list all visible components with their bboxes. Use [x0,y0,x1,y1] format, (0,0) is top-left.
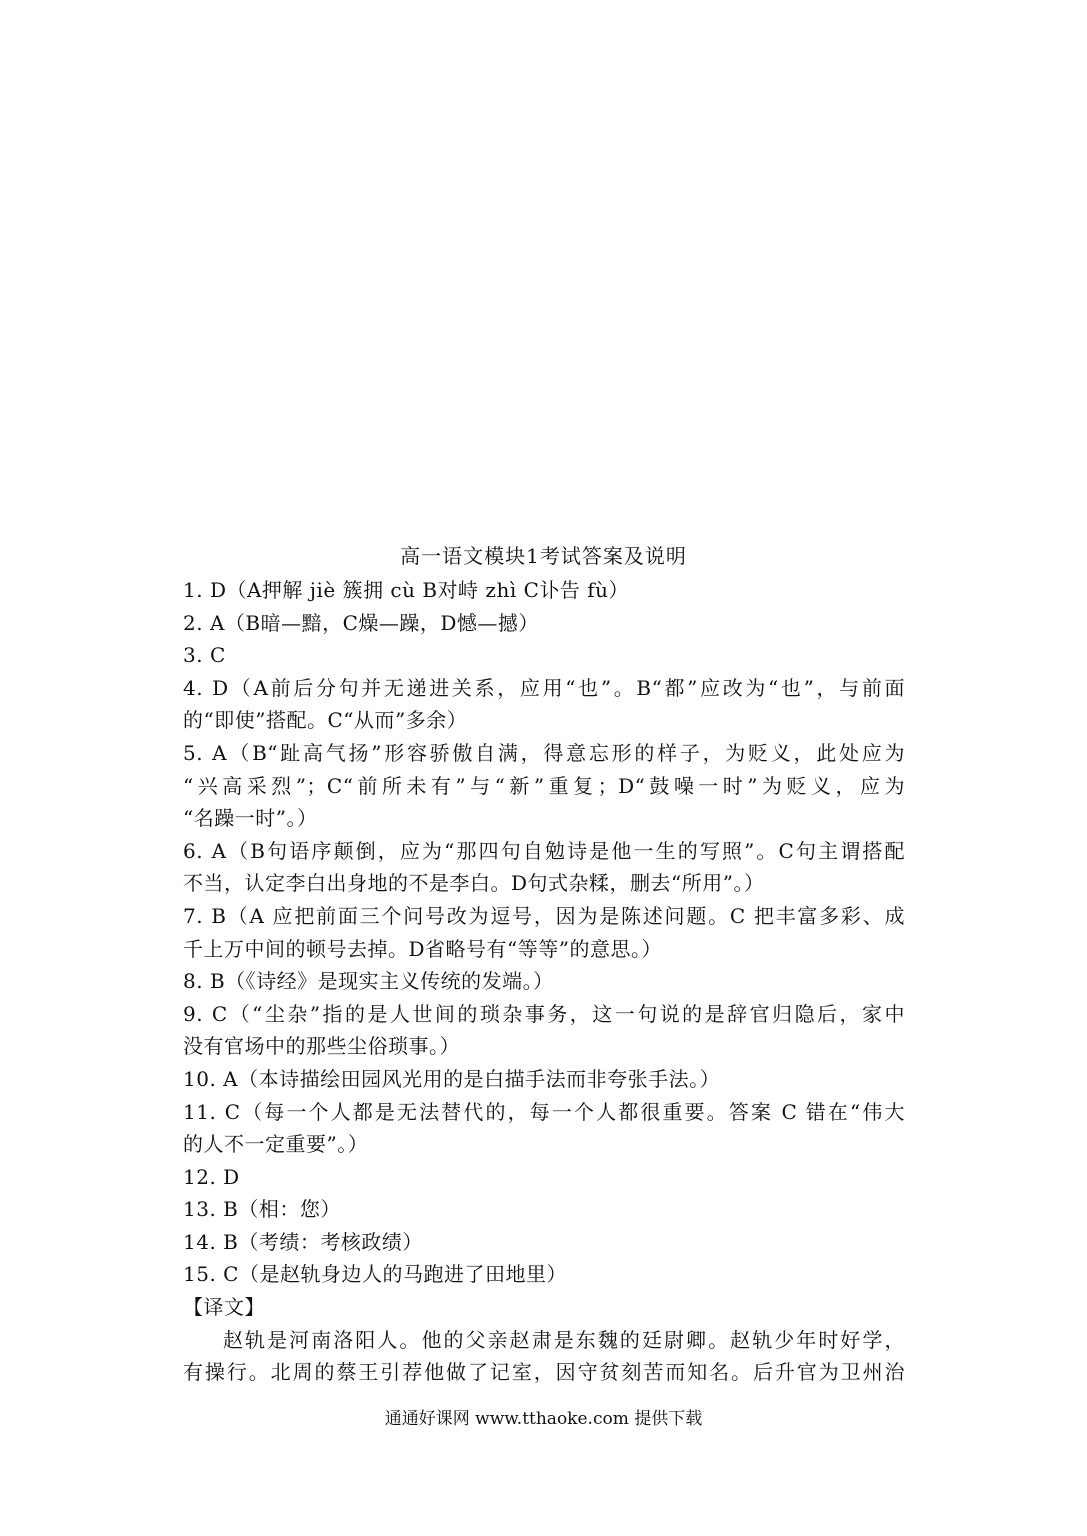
document-title: 高一语文模块1考试答案及说明 [400,544,687,568]
text-line: “名躁一时”。） [183,806,318,831]
page-footer: 通通好课网 www.tthaoke.com 提供下载 [384,1409,703,1429]
text-line: 的“即使”搭配。C“从而”多余） [183,708,468,733]
text-line: 4. D（A前后分句并无递进关系，应用“也”。B“都”应改为“也”，与前面 [183,675,905,700]
text-line: 有操行。北周的蔡王引荐他做了记室，因守贫刻苦而知名。后升官为卫州治 [183,1360,905,1385]
text-line: 千上万中间的顿号去掉。D省略号有“等等”的意思。） [183,936,662,961]
text-line: 7. B（A 应把前面三个问号改为逗号，因为是陈述问题。C 把丰富多彩、成 [183,903,905,928]
text-line: 14. B（考绩：考核政绩） [183,1229,423,1254]
text-line: 13. B（相：您） [183,1197,341,1222]
text-line: 3. C [183,643,226,668]
text-line: “兴高采烈”；C“前所未有”与“新”重复；D“鼓噪一时”为贬义，应为 [183,773,905,798]
text-line: 【译文】 [183,1295,265,1320]
text-line: 不当，认定李白出身地的不是李白。D句式杂糅，删去“所用”。） [183,871,765,896]
text-line: 5. A（B“趾高气扬”形容骄傲自满，得意忘形的样子，为贬义，此处应为 [183,740,905,765]
text-line: 8. B（《诗经》是现实主义传统的发端。） [183,969,554,994]
text-line: 1. D（A押解 jiè 簇拥 cù B对峙 zhì C讣告 fù） [183,578,630,602]
document-body [183,574,905,1389]
text-line: 12. D [183,1164,240,1189]
text-line: 11. C（每一个人都是无法替代的，每一个人都很重要。答案 C 错在“伟大 [183,1099,905,1124]
text-line: 没有官场中的那些尘俗琐事。） [183,1034,460,1059]
text-line: 10. A（本诗描绘田园风光用的是白描手法而非夸张手法。） [183,1066,721,1091]
text-line: 赵轨是河南洛阳人。他的父亲赵肃是东魏的廷尉卿。赵轨少年时好学， [223,1327,905,1352]
text-line: 15. C（是赵轨身边人的马跑进了田地里） [183,1262,567,1287]
text-line: 2. A（B暗—黯，C燥—躁，D憾—撼） [183,610,539,635]
text-line: 9. C（“尘杂”指的是人世间的琐杂事务，这一句说的是辞官归隐后，家中 [183,1001,905,1026]
text-line: 的人不一定重要”。） [183,1132,369,1157]
text-line: 6. A（B句语序颠倒，应为“那四句自勉诗是他一生的写照”。C句主谓搭配 [183,838,905,863]
